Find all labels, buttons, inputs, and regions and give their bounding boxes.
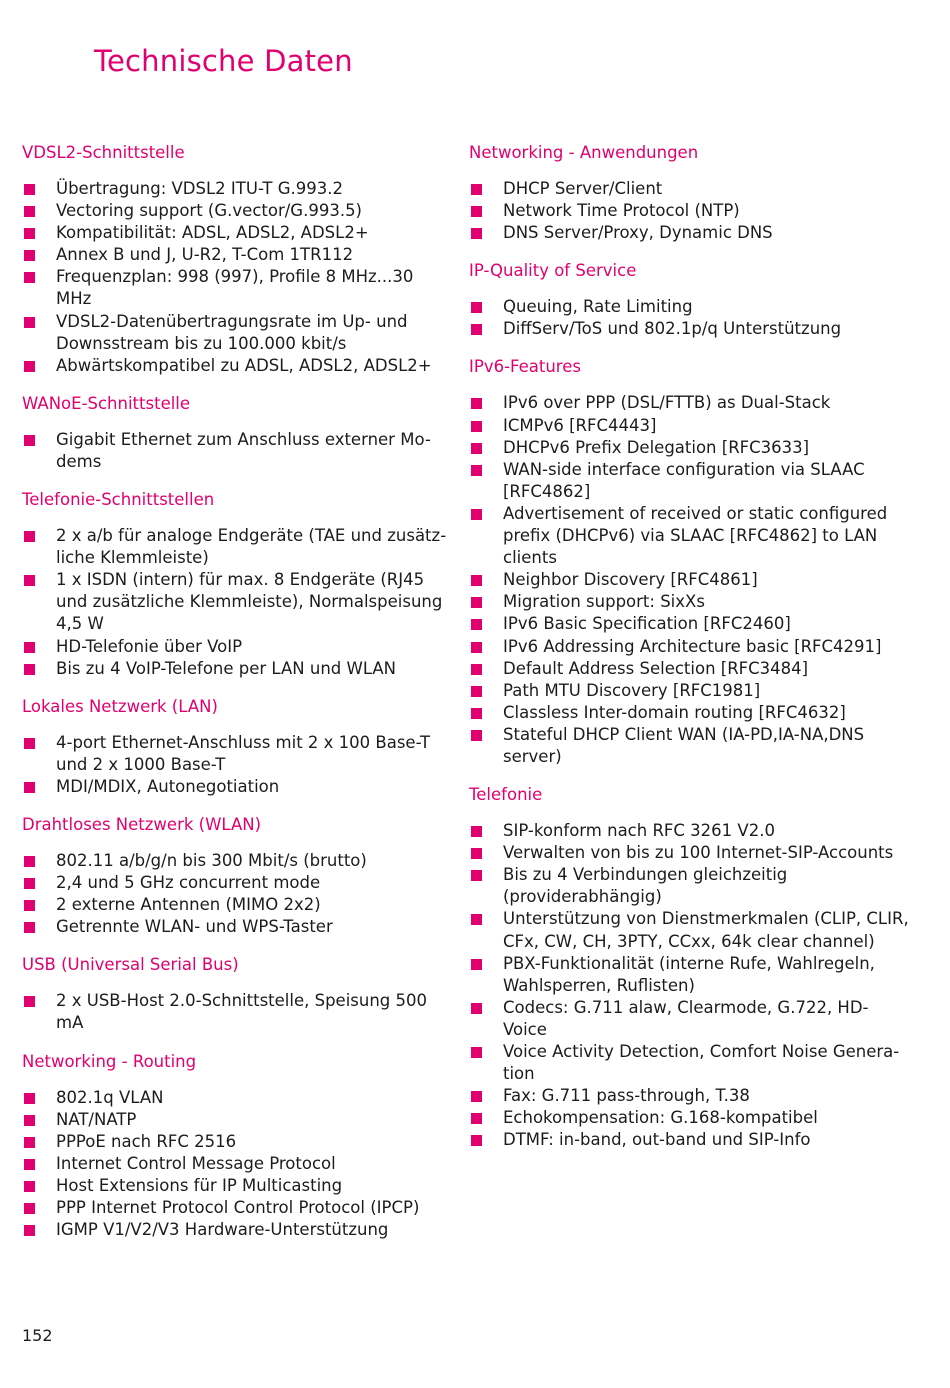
list-item [22,1131,452,1153]
square-bullet-icon [471,1091,482,1102]
square-bullet-icon [24,922,35,933]
list-item [469,1107,909,1129]
list-item [22,1219,452,1241]
list-item-text: Bis zu 4 Verbindungen gleichzeitig (providerabhängig) [503,865,788,907]
square-bullet-icon [24,272,35,283]
list-item [469,415,909,437]
list-item [469,636,909,658]
section-heading: Networking - Routing [22,1051,197,1071]
square-bullet-icon [24,250,35,261]
list-item [22,222,452,244]
list-item-text: Kompatibilität: ADSL, ADSL2, ADSL2+ [56,223,369,243]
list-item [469,1041,909,1085]
bullet-list [22,1087,452,1242]
square-bullet-icon [471,398,482,409]
list-item-text: MDI/MDIX, Autonegotiation [56,776,280,796]
list-item-text: Internet Control Message Protocol [56,1153,336,1173]
list-item [22,894,452,916]
list-item-text: Path MTU Discovery [RFC1981] [503,680,761,700]
section-heading: Lokales Netzwerk (LAN) [22,696,218,716]
bullet-list [22,990,452,1034]
square-bullet-icon [471,302,482,313]
list-item-text: Echokompensation: G.168-kompatibel [503,1108,818,1128]
square-bullet-icon [471,686,482,697]
list-item-text: VDSL2-Datenübertragungsrate im Up- und Downsstream bis zu 100.000 kbit/s [56,311,408,353]
square-bullet-icon [471,324,482,335]
section-networking-anwendungen [469,138,909,244]
square-bullet-icon [24,206,35,217]
list-item-text: WAN-side interface configuration via SLAAC [RFC4862] [503,459,865,501]
list-item [469,820,909,842]
square-bullet-icon [471,959,482,970]
square-bullet-icon [24,878,35,889]
bullet-list [22,429,452,473]
list-item-text: Bis zu 4 VoIP-Telefone per LAN und WLAN [56,658,397,678]
list-item [469,613,909,635]
list-item-text: Stateful DHCP Client WAN (IA-PD,IA-NA,DNS server) [503,724,865,766]
list-item-text: IGMP V1/V2/V3 Hardware-Unterstützung [56,1220,389,1240]
square-bullet-icon [471,443,482,454]
section-ip-quality-of-service [469,256,909,340]
list-item-text: 2 x a/b für analoge Endgeräte (TAE und zusätz-liche Klemmleiste) [56,526,447,568]
list-item [469,1085,909,1107]
list-item-text: DiffServ/ToS und 802.1p/q Unterstützung [503,319,842,339]
square-bullet-icon [24,1093,35,1104]
list-item [469,178,909,200]
list-item [469,591,909,613]
square-bullet-icon [471,465,482,476]
square-bullet-icon [24,361,35,372]
list-item [469,997,909,1041]
square-bullet-icon [471,870,482,881]
list-item [22,266,452,310]
list-item-text: 802.11 a/b/g/n bis 300 Mbit/s (brutto) [56,850,367,870]
list-item [22,872,452,894]
square-bullet-icon [24,664,35,675]
left-column [22,138,452,1253]
square-bullet-icon [24,228,35,239]
square-bullet-icon [471,914,482,925]
section-heading: Networking - Anwendungen [469,143,699,162]
list-item [22,658,452,680]
square-bullet-icon [24,1203,35,1214]
square-bullet-icon [24,1115,35,1126]
list-item-text: Fax: G.711 pass-through, T.38 [503,1086,750,1106]
list-item-text: 4-port Ethernet-Anschluss mit 2 x 100 Base-T und 2 x 1000 Base-T [56,732,431,774]
list-item [469,724,909,768]
list-item [22,178,452,200]
right-column [469,138,909,1163]
square-bullet-icon [24,782,35,793]
square-bullet-icon [24,1181,35,1192]
section-heading: VDSL2-Schnittstelle [22,143,185,162]
list-item-text: IPv6 over PPP (DSL/FTTB) as Dual-Stack [503,393,831,413]
square-bullet-icon [471,184,482,195]
square-bullet-icon [471,509,482,520]
square-bullet-icon [24,996,35,1007]
list-item [469,680,909,702]
square-bullet-icon [471,1047,482,1058]
list-item [22,525,452,569]
square-bullet-icon [471,421,482,432]
list-item-text: Verwalten von bis zu 100 Internet-SIP-Accounts [503,843,894,863]
list-item-text: Neighbor Discovery [RFC4861] [503,570,758,590]
square-bullet-icon [471,708,482,719]
section-telefonie-schnittstellen [22,485,452,680]
square-bullet-icon [24,1159,35,1170]
square-bullet-icon [24,738,35,749]
section-telefonie [469,780,909,1151]
square-bullet-icon [24,900,35,911]
bullet-list [469,820,909,1151]
square-bullet-icon [471,642,482,653]
list-item-text: PPP Internet Protocol Control Protocol (IPCP) [56,1198,420,1217]
square-bullet-icon [471,575,482,586]
list-item-text: IPv6 Addressing Architecture basic [RFC4291] [503,636,882,656]
list-item [22,244,452,266]
list-item-text: 2 externe Antennen (MIMO 2x2) [56,895,321,915]
square-bullet-icon [471,730,482,741]
page-number: 152 [22,1326,53,1345]
square-bullet-icon [471,1003,482,1014]
section-heading: USB (Universal Serial Bus) [22,955,239,975]
list-item [469,569,909,591]
square-bullet-icon [471,848,482,859]
section-heading: Telefonie [469,785,543,805]
list-item-text: Getrennte WLAN- und WPS-Taster [56,917,333,937]
list-item-text: PPPoE nach RFC 2516 [56,1131,237,1151]
list-item-text: DHCPv6 Prefix Delegation [RFC3633] [503,437,810,457]
square-bullet-icon [471,597,482,608]
list-item-text: Gigabit Ethernet zum Anschluss externer Mo-dems [56,429,431,471]
bullet-list [22,525,452,680]
bullet-list [22,732,452,798]
list-item [469,842,909,864]
list-item [469,908,909,952]
list-item-text: PBX-Funktionalität (interne Rufe, Wahlregeln, Wahlsperren, Ruflisten) [503,953,875,995]
list-item [22,355,452,377]
list-item-text: Classless Inter-domain routing [RFC4632] [503,702,846,722]
square-bullet-icon [24,856,35,867]
section-wanoe-schnittstelle [22,389,452,473]
square-bullet-icon [471,619,482,630]
list-item [22,1109,452,1131]
list-item [22,636,452,658]
section-drahtloses-netzwerk-wlan [22,810,452,938]
list-item-text: HD-Telefonie über VoIP [56,636,243,656]
list-item [22,200,452,222]
list-item [469,953,909,997]
section-ipv6-features [469,352,909,768]
list-item-text: Advertisement of received or static configured prefix (DHCPv6) via SLAAC [RFC4862] to LAN clients [503,503,888,568]
list-item-text: IPv6 Basic Specification [RFC2460] [503,614,791,634]
list-item-text: 1 x ISDN (intern) für max. 8 Endgeräte (RJ45 und zusätzliche Klemmleiste), Normalspeisung 4,5 W [56,570,443,634]
list-item [469,392,909,414]
section-networking-routing [22,1047,452,1242]
bullet-list [22,850,452,938]
list-item [22,429,452,473]
list-item-text: NAT/NATP [56,1109,137,1129]
square-bullet-icon [24,1137,35,1148]
section-usb-universal-serial-bus [22,950,452,1034]
list-item-text: Host Extensions für IP Multicasting [56,1175,343,1195]
section-vdsl2-schnittstelle [22,138,452,377]
bullet-list [469,178,909,244]
list-item [22,850,452,872]
list-item [22,1197,452,1219]
list-item-text: DHCP Server/Client [503,179,663,198]
list-item [22,1175,452,1197]
section-heading: IP-Quality of Service [469,261,637,281]
bullet-list [469,392,909,768]
list-item-text: Queuing, Rate Limiting [503,297,693,317]
list-item [22,569,452,635]
list-item [469,222,909,244]
list-item-text: Übertragung: VDSL2 ITU-T G.993.2 [56,179,343,198]
list-item-text: Abwärtskompatibel zu ADSL, ADSL2, ADSL2+ [56,355,432,375]
list-item [22,990,452,1034]
list-item [469,702,909,724]
list-item-text: Annex B und J, U-R2, T-Com 1TR112 [56,245,354,265]
square-bullet-icon [24,184,35,195]
list-item [22,776,452,798]
list-item [22,916,452,938]
square-bullet-icon [471,228,482,239]
square-bullet-icon [24,1225,35,1236]
list-item-text: Unterstützung von Dienstmerkmalen (CLIP, CLIR, CFx, CW, CH, 3PTY, CCxx, 64k clear channel) [503,909,909,951]
list-item [469,318,909,340]
list-item-text: Vectoring support (G.vector/G.993.5) [56,201,362,221]
list-item-text: Default Address Selection [RFC3484] [503,658,809,678]
list-item-text: Voice Activity Detection, Comfort Noise Genera-tion [503,1042,900,1084]
list-item-text: 2,4 und 5 GHz concurrent mode [56,873,321,893]
section-heading: WANoE-Schnittstelle [22,393,191,413]
list-item-text: Network Time Protocol (NTP) [503,201,740,221]
list-item [469,503,909,569]
square-bullet-icon [471,1135,482,1146]
list-item-text: DNS Server/Proxy, Dynamic DNS [503,223,773,243]
list-item [469,296,909,318]
list-item [22,311,452,355]
list-item [469,459,909,503]
list-item [469,437,909,459]
section-heading: Drahtloses Netzwerk (WLAN) [22,814,262,834]
list-item [469,1129,909,1151]
list-item [469,864,909,908]
section-heading: IPv6-Features [469,357,581,377]
square-bullet-icon [24,317,35,328]
square-bullet-icon [24,575,35,586]
list-item-text: Codecs: G.711 alaw, Clearmode, G.722, HD-Voice [503,997,869,1039]
list-item-text: DTMF: in-band, out-band und SIP-Info [503,1130,811,1150]
bullet-list [469,296,909,340]
list-item [469,658,909,680]
list-item [22,1153,452,1175]
square-bullet-icon [471,206,482,217]
list-item [22,1087,452,1109]
list-item-text: 2 x USB-Host 2.0-Schnittstelle, Speisung 500 mA [56,991,428,1033]
list-item-text: 802.1q VLAN [56,1087,164,1107]
square-bullet-icon [24,642,35,653]
list-item-text: ICMPv6 [RFC4443] [503,415,657,435]
square-bullet-icon [24,435,35,446]
square-bullet-icon [471,826,482,837]
bullet-list [22,178,452,377]
page-title: Technische Daten [94,44,353,78]
square-bullet-icon [471,664,482,675]
section-heading: Telefonie-Schnittstellen [22,490,215,510]
square-bullet-icon [24,531,35,542]
list-item [469,200,909,222]
list-item-text: SIP-konform nach RFC 3261 V2.0 [503,821,775,841]
list-item-text: Migration support: SixXs [503,592,705,612]
list-item-text: Frequenzplan: 998 (997), Profile 8 MHz...30 MHz [56,267,414,309]
section-lokales-netzwerk-lan [22,692,452,798]
square-bullet-icon [471,1113,482,1124]
list-item [22,732,452,776]
